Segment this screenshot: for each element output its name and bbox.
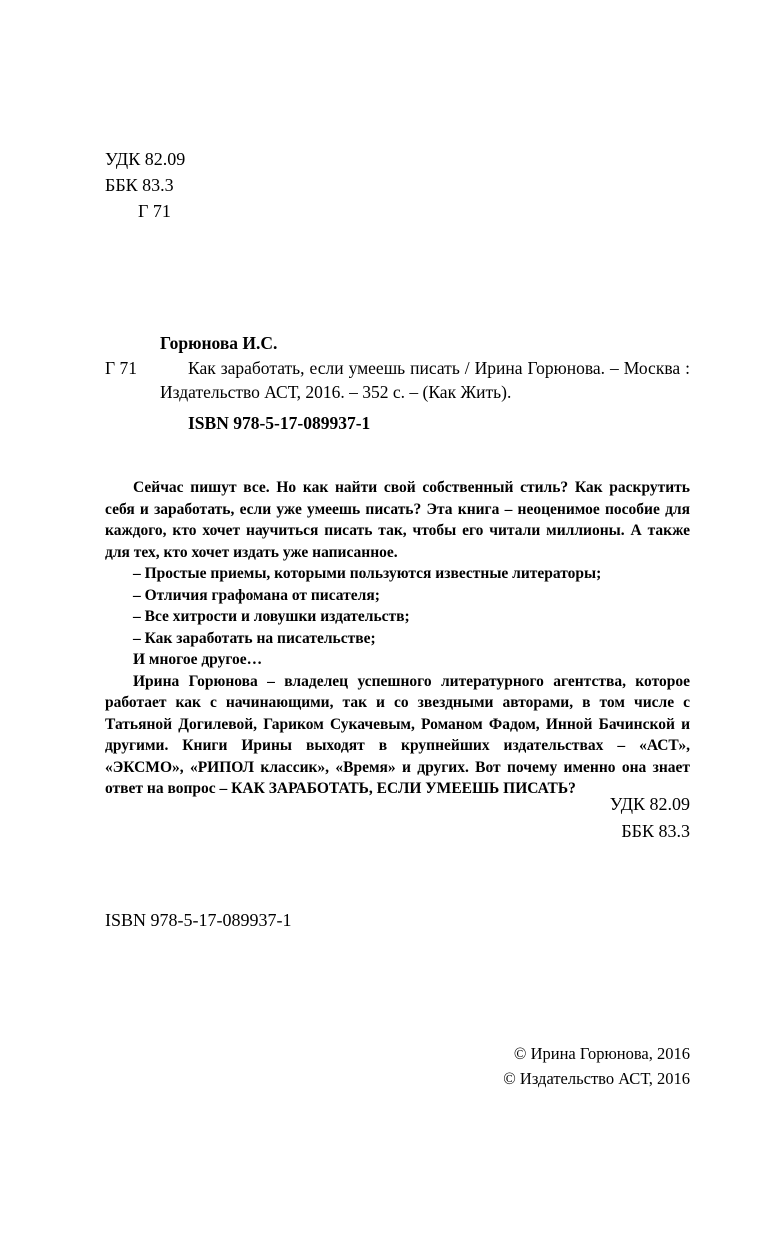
copyright-block: [503, 1041, 690, 1091]
annotation-paragraph-2: Ирина Горюнова – владелец успешного литературного агентства, которое работает как с начинающими, так и со звездными авторами, в том числе с Татьяной Догилевой, Гариком Сукачевым, Романом Фадом, Инной Бачинской и другими. Книги Ирины выходят в крупнейших издательствах – «АСТ», «ЭКСМО», «РИПОЛ классик», «Время» и других. Вот почему именно она знает ответ на вопрос – КАК ЗАРАБОТАТЬ, ЕСЛИ УМЕЕШЬ ПИСАТЬ?: [105, 672, 690, 797]
author-name: Горюнова И.С.: [160, 333, 278, 353]
bibliographic-description: Как заработать, если умеешь писать / Ирина Горюнова. – Москва : Издательство АСТ, 2016. – 352 с. – (Как Жить).: [160, 357, 690, 402]
annotation-paragraph-1: Сейчас пишут все. Но как найти свой собственный стиль? Как раскрутить себя и заработать, если уже умеешь писать? Эта книга – неоценимое пособие для каждого, кто хочет научиться писать так, чтобы его читали миллионы. А также для тех, кто хочет издать уже написанное.: [105, 479, 690, 561]
annotation-bullet: – Отличия графомана от писателя;: [133, 586, 380, 604]
isbn-footer: ISBN 978-5-17-089937-1: [105, 910, 292, 930]
isbn-entry: ISBN 978-5-17-089937-1: [188, 412, 371, 433]
bbk-code-bottom: ББК 83.3: [621, 821, 690, 841]
catalog-index-entry: Г 71: [105, 357, 137, 378]
catalog-index-top: Г 71: [138, 201, 171, 221]
bbk-code-top: ББК 83.3: [105, 175, 174, 195]
copyright-publisher: © Издательство АСТ, 2016: [503, 1069, 690, 1088]
annotation-bullet: – Все хитрости и ловушки издательств;: [133, 608, 410, 625]
udk-code-top: УДК 82.09: [105, 149, 186, 169]
annotation-bullet: – Как заработать на писательстве;: [133, 629, 376, 647]
annotation-more-line: И многое другое…: [133, 651, 263, 668]
bottom-classification-codes: [610, 791, 690, 845]
udk-code-bottom: УДК 82.09: [609, 794, 690, 814]
annotation-bullet: – Простые приемы, которыми пользуются известные литераторы;: [133, 565, 602, 582]
bibliographic-description-wrap: [105, 356, 690, 405]
catalog-entry: [105, 331, 690, 435]
top-classification-codes: [105, 146, 185, 224]
copyright-author: © Ирина Горюнова, 2016: [513, 1044, 690, 1063]
annotation-block: [105, 477, 690, 800]
